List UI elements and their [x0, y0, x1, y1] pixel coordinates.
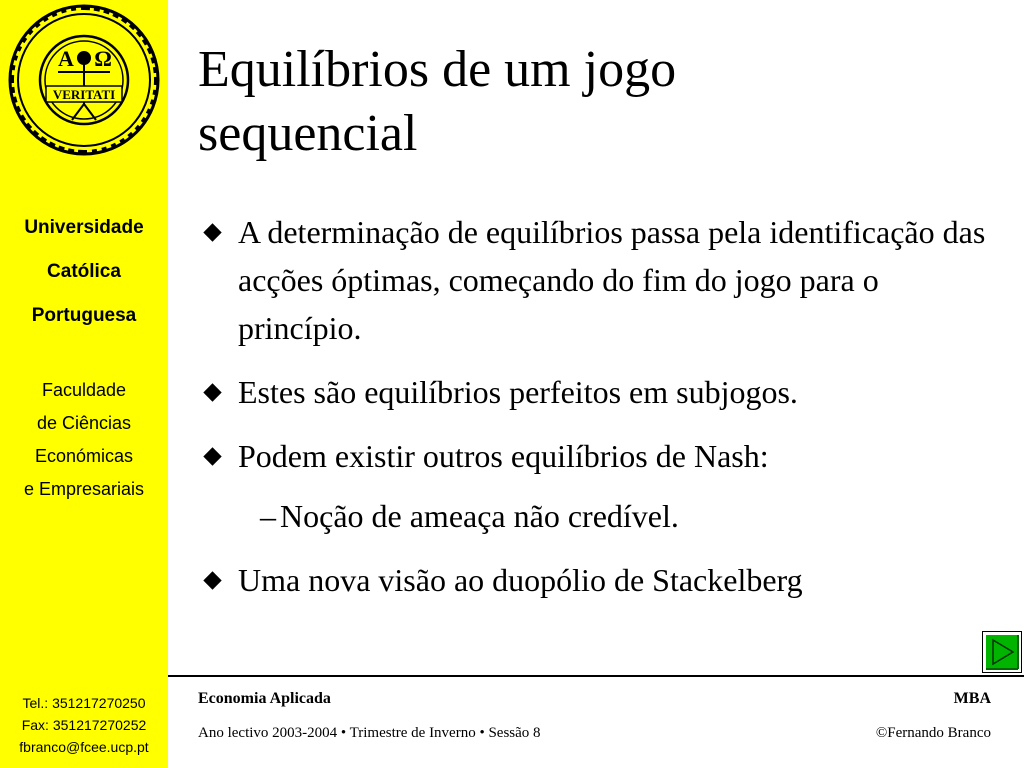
bullet-text: Estes são equilíbrios perfeitos em subjogos.: [238, 374, 798, 410]
bullet-list: [198, 208, 988, 620]
email: fbranco@fcee.ucp.pt: [19, 739, 149, 755]
bullet-text: Noção de ameaça não credível.: [280, 498, 679, 534]
footer-divider: [168, 675, 1024, 677]
next-slide-button[interactable]: [982, 631, 1022, 673]
telephone: Tel.: 351217270250: [22, 695, 146, 711]
faculty-line-4: e Empresariais: [23, 479, 145, 499]
course-name: Economia Aplicada: [198, 690, 331, 707]
svg-text:VERITATI: VERITATI: [52, 87, 116, 102]
svg-text:A: A: [58, 46, 74, 71]
diamond-bullet-icon: [203, 223, 221, 241]
title-line-2: sequencial: [198, 105, 418, 162]
program-name: MBA: [953, 690, 991, 707]
session-info: Ano lectivo 2003-2004 • Trimestre de Inverno • Sessão 8: [198, 725, 541, 741]
university-name: [0, 206, 168, 338]
diamond-bullet-icon: [203, 447, 221, 465]
svg-text:Ω: Ω: [94, 46, 112, 71]
bullet-item: [198, 208, 988, 352]
university-line-3: Portuguesa: [31, 305, 137, 326]
play-triangle-icon: [983, 632, 1021, 672]
slide-title: [198, 38, 998, 166]
bullet-text: Podem existir outros equilíbrios de Nash:: [238, 438, 769, 474]
bullet-text: A determinação de equilíbrios passa pela identificação das acções óptimas, começando do fim do jogo para o princípio.: [238, 214, 986, 346]
fax: Fax: 351217270252: [21, 717, 147, 733]
sidebar-divider: [168, 0, 170, 768]
author-credit: ©Fernando Branco: [875, 725, 991, 741]
sub-bullet-item: [198, 492, 988, 540]
bullet-item: [198, 432, 988, 480]
title-line-1: Equilíbrios de um jogo: [198, 41, 677, 98]
bullet-item: [198, 556, 988, 604]
contact-info: [0, 692, 168, 758]
university-line-2: Católica: [47, 261, 121, 282]
sidebar: [0, 0, 168, 768]
university-logo: [0, 0, 168, 160]
faculty-name: [0, 374, 168, 506]
bullet-text: Uma nova visão ao duopólio de Stackelberg: [238, 562, 803, 598]
bullet-item: [198, 368, 988, 416]
faculty-line-1: Faculdade: [41, 380, 127, 400]
university-line-1: Universidade: [24, 217, 144, 238]
diamond-bullet-icon: [203, 383, 221, 401]
faculty-line-3: Económicas: [34, 446, 134, 466]
diamond-bullet-icon: [203, 571, 221, 589]
dash-bullet: –: [260, 498, 276, 534]
faculty-line-2: de Ciências: [36, 413, 132, 433]
